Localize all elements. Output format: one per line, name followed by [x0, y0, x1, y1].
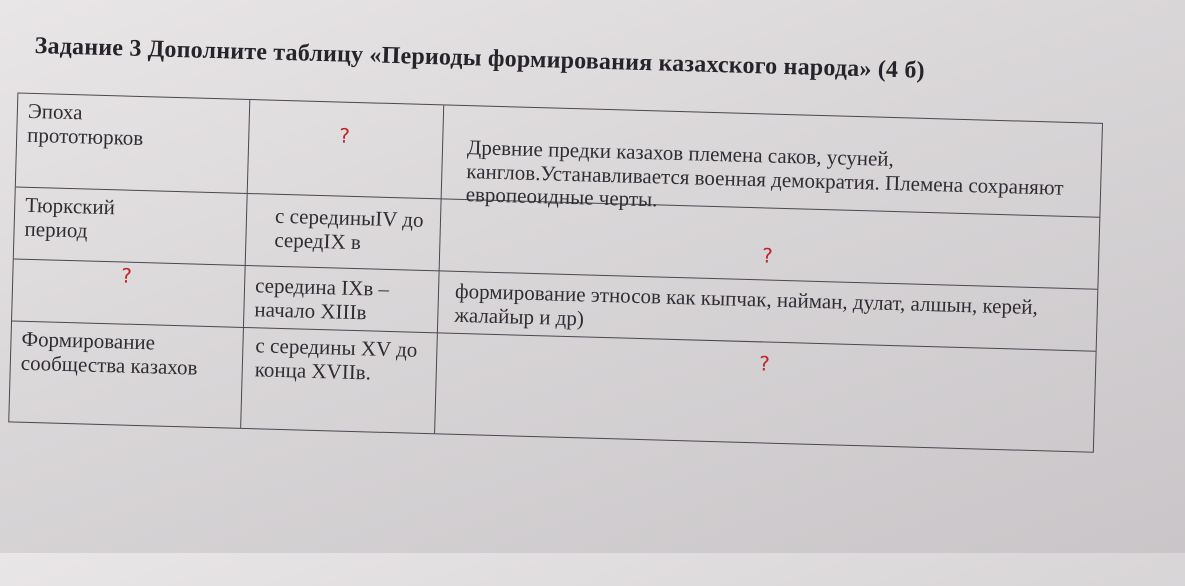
row4-dates-cell	[241, 328, 438, 433]
row2-description-question: ?	[761, 243, 774, 268]
row3-dates: середина IXв – начало XIIIв	[254, 273, 390, 324]
row2-period: Тюркский период	[24, 192, 116, 243]
row2-dates: с серединыIV до середIX в	[274, 203, 424, 254]
row2-period-cell	[14, 188, 248, 266]
row4-dates: с середины XV до конца XVIIв.	[254, 333, 418, 385]
row1-period: Эпоха прототюрков	[26, 98, 144, 150]
row1-description: Древние предки казахов племена саков, усуней, канглов.Устанавливается военная демократия. Племена сохраняют европеоидные черты.	[465, 135, 1064, 212]
row2-dates-cell	[246, 194, 442, 271]
row3-dates-cell	[244, 266, 440, 333]
row3-period-cell	[12, 259, 246, 327]
task-title: Задание 3 Дополните таблицу «Периоды формирования казахского народа» (4 б)	[34, 32, 926, 84]
row4-period: Формирование сообщества казахов	[20, 326, 198, 380]
row1-description-cell	[442, 105, 1102, 217]
row3-period-question: ?	[121, 263, 133, 288]
row3-description: формирование этносов как кыпчак, найман, дулат, алшын, керей, жалайыр и др)	[454, 278, 1039, 330]
periods-table	[8, 93, 1103, 453]
row4-description-question: ?	[758, 351, 771, 376]
row4-description-cell	[435, 333, 1096, 451]
row1-dates-question: ?	[339, 123, 351, 148]
row1-period-cell	[16, 94, 251, 194]
row4-period-cell	[9, 321, 244, 427]
row1-dates-cell	[248, 100, 445, 199]
